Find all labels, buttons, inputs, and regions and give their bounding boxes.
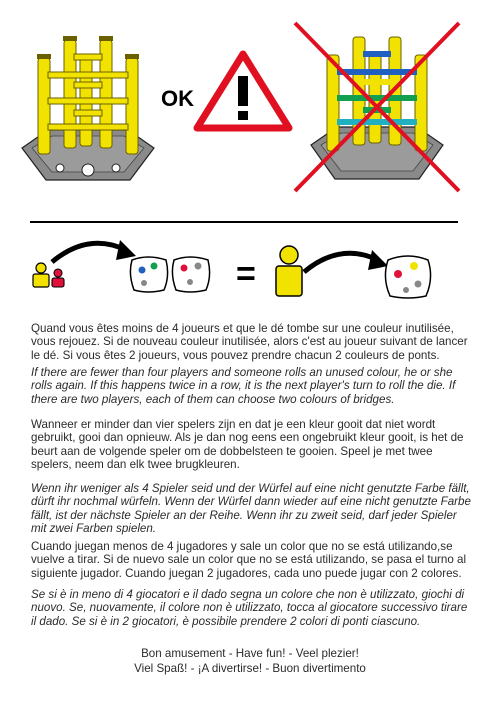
footer-greeting-line-2: Viel Spaß! - ¡A divertirse! - Buon divertimento: [134, 662, 366, 675]
rules-text-dutch: Wanneer er minder dan vier spelers zijn en dat je een kleur gooit dat niet wordt gebruikt, gooi dan opnieuw. Als je dan nog eens een ongebruikt kleur gooit, is het de beurt aan de volgende speler om de dobbelsteen te gooien. Speel je met twee spelers, neem dan elk twee brugkleuren.: [31, 418, 464, 472]
footer-greeting-line-1: Bon amusement - Have fun! - Veel plezier!: [141, 647, 359, 660]
rules-text-german: Wenn ihr weniger als 4 Spieler seid und der Würfel auf eine nicht genutzte Farbe fällt, dürft ihr nochmal würfeln. Wenn der Würfel dann wieder auf eine nicht genutzte Farbe fällt, ist der nächste Spieler an der Reihe. Wenn ihr zu zweit seid, darf jeder Spieler mit zwei Farben spielen.: [31, 482, 471, 536]
curved-arrow-icon: [48, 232, 138, 266]
section-divider: [30, 221, 458, 223]
rules-text-english: If there are fewer than four players and someone rolls an unused colour, he or she rolls again. If this happens twice in a row, it is the next player's turn to roll the die. If there are two players, each of them can choose two colours of bridges.: [31, 366, 456, 406]
rules-text-french: Quand vous êtes moins de 4 joueurs et que le dé tombe sur une couleur inutilisée, vous rejouez. Si de nouveau couleur inutilisée, alors c'est au joueur suivant de lancer le dé. Si vous êtes 2 joueurs, vous pouvez prendre chacun 2 couleurs de ponts.: [31, 322, 468, 362]
mixed-color-tower-wrong-figure: [287, 15, 467, 195]
two-dice-icon: [128, 252, 214, 294]
single-die-icon: [382, 252, 434, 300]
ok-label: OK: [161, 86, 194, 111]
yellow-tower-ok-figure: [18, 20, 158, 190]
warning-triangle-icon: [193, 50, 293, 132]
rules-text-spanish: Cuando juegan menos de 4 jugadores y sale un color que no se está utilizando,se vuelve a tirar. Si de nuevo sale un color que no se está utilizando, se pasa el turno al siguiente jugador. Cuando juegan 2 jugadores, cada uno puede jugar con 2 colores.: [31, 540, 467, 580]
rules-text-italian: Se si è in meno di 4 giocatori e il dado segna un colore che non è utilizzato, giochi di nuovo. Se, nuovamente, il colore non è utilizzato, tocca al giocatore successivo tirare il dado. Se si è in 2 giocatori, è possibile prendere 2 colori di ponti ciascuno.: [31, 588, 468, 628]
equals-sign: =: [236, 255, 256, 293]
curved-arrow-icon: [300, 242, 390, 278]
